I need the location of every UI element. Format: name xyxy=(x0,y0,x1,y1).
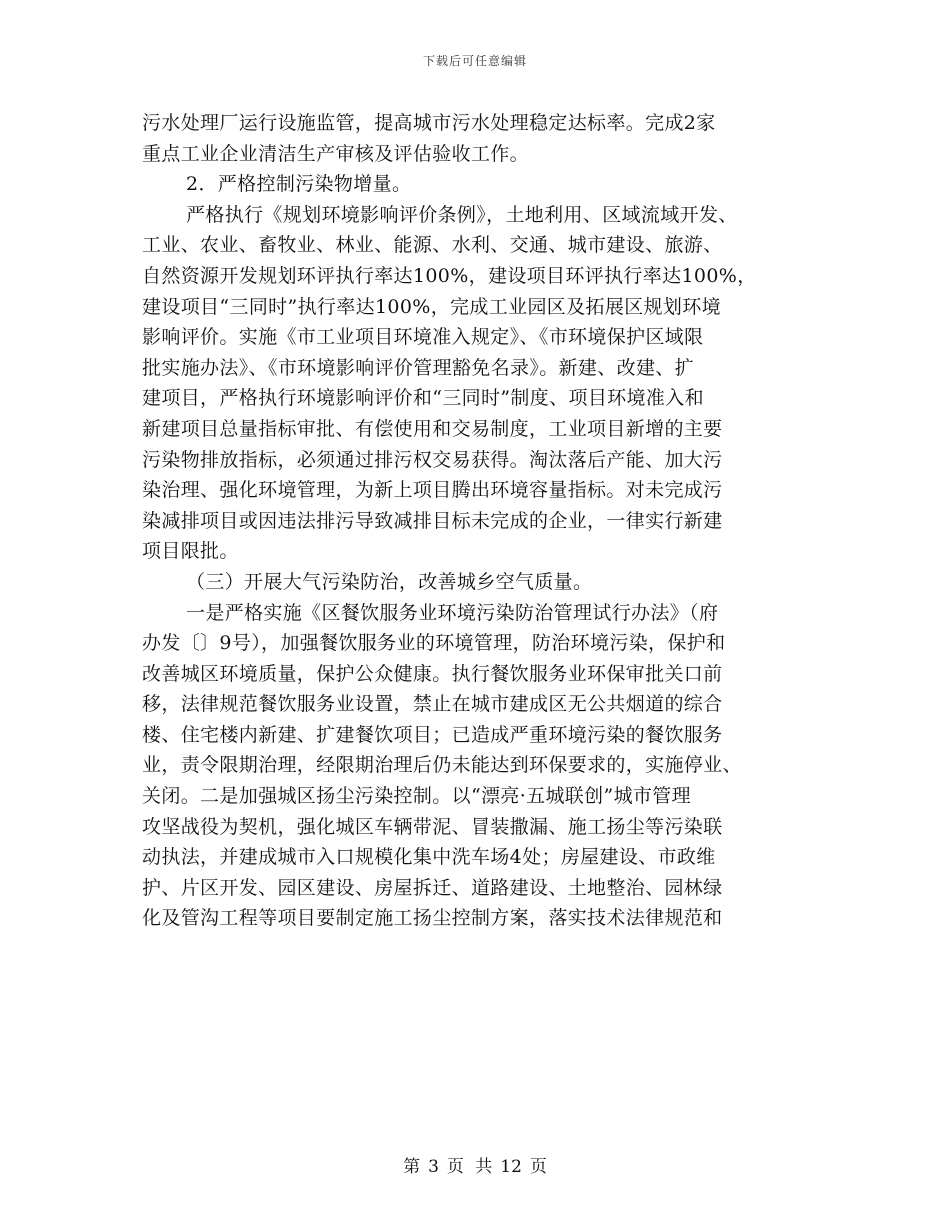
body-line: 工业、农业、畜牧业、林业、能源、水利、交通、城市建设、旅游、 xyxy=(142,234,723,257)
body-line: 一是严格实施《区餐饮服务业环境污染防治管理试行办法》（府 xyxy=(186,601,719,624)
body-line: 项目限批。 xyxy=(142,540,239,563)
page-total: 12 xyxy=(500,1157,522,1177)
body-line: 染减排项目或因违法排污导致减排目标未完成的企业，一律实行新建 xyxy=(142,509,723,532)
body-line: 严格执行《规划环境影响评价条例》，土地利用、区域流域开发、 xyxy=(186,203,738,226)
section-heading: （三）开展大气污染防治，改善城乡空气质量。 xyxy=(186,570,593,593)
body-line: 动执法，并建成城市入口规模化集中洗车场4处；房屋建设、市政维 xyxy=(142,846,716,869)
body-line: 改善城区环境质量，保护公众健康。执行餐饮服务业环保审批关口前 xyxy=(142,662,723,685)
body-line: 办发〔〕9号），加强餐饮服务业的环境管理，防治环境污染，保护和 xyxy=(142,632,726,655)
body-line: 建设项目“三同时”执行率达100%，完成工业园区及拓展区规划环境 xyxy=(142,295,721,318)
body-line: 关闭。二是加强城区扬尘污染控制。以“漂亮·五城联创”城市管理 xyxy=(142,785,691,808)
body-line: 新建项目总量指标审批、有偿使用和交易制度，工业项目新增的主要 xyxy=(142,417,723,440)
body-line: 化及管沟工程等项目要制定施工扬尘控制方案，落实技术法律规范和 xyxy=(142,907,723,930)
body-line: 建项目，严格执行环境影响评价和“三同时”制度、项目环境准入和 xyxy=(142,387,704,410)
section-heading: 2．严格控制污染物增量。 xyxy=(186,173,412,196)
page-number: 3 xyxy=(428,1157,439,1177)
page-header: 下载后可任意编辑 xyxy=(422,54,527,68)
body-line: 业，责令限期治理，经限期治理后仍未能达到环保要求的，实施停业、 xyxy=(142,754,742,777)
page-footer xyxy=(0,1152,950,1177)
document-body xyxy=(142,108,812,934)
page-suffix: 页 xyxy=(529,1157,547,1177)
page-prefix: 第 xyxy=(403,1157,421,1177)
page-mid: 页 共 xyxy=(446,1157,493,1177)
body-line: 批实施办法》、《市环境影响评价管理豁免名录》。新建、改建、扩 xyxy=(142,356,695,379)
body-line: 污染物排放指标，必须通过排污权交易获得。淘汰落后产能、加大污 xyxy=(142,448,723,471)
body-line: 影响评价。实施《市工业项目环境准入规定》、《市环境保护区域限 xyxy=(142,326,704,349)
body-line: 重点工业企业清洁生产审核及评估验收工作。 xyxy=(142,142,530,165)
body-line: 攻坚战役为契机，强化城区车辆带泥、冒装撒漏、施工扬尘等污染联 xyxy=(142,815,723,838)
body-line: 移，法律规范餐饮服务业设置，禁止在城市建成区无公共烟道的综合 xyxy=(142,693,723,716)
body-line: 污水处理厂运行设施监管，提高城市污水处理稳定达标率。完成2家 xyxy=(142,112,716,134)
body-line: 染治理、强化环境管理，为新上项目腾出环境容量指标。对未完成污 xyxy=(142,479,723,502)
body-line: 楼、住宅楼内新建、扩建餐饮项目；已造成严重环境污染的餐饮服务 xyxy=(142,723,723,746)
body-line: 自然资源开发规划环评执行率达100%，建设项目环评执行率达100%， xyxy=(142,264,757,287)
body-line: 护、片区开发、园区建设、房屋拆迁、道路建设、土地整治、园林绿 xyxy=(142,876,723,899)
